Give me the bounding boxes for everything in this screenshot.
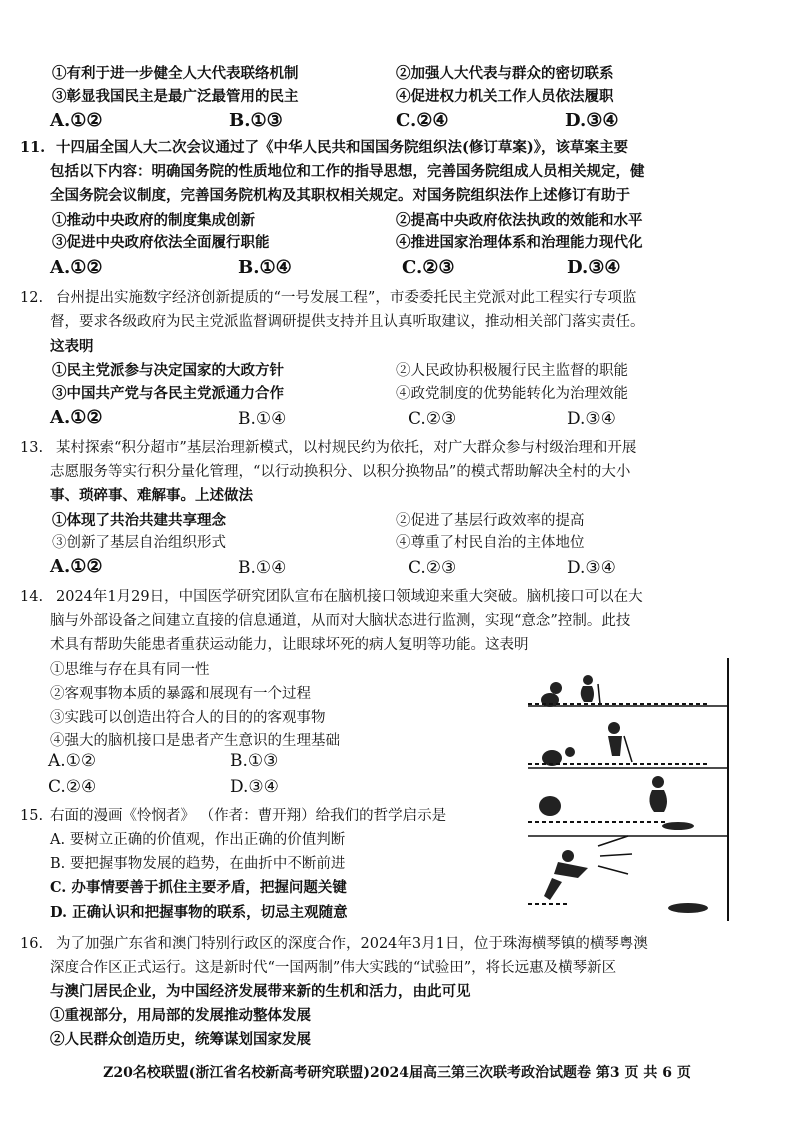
q12-option-1: ①民主党派参与决定国家的大政方针 [52, 362, 284, 379]
q13-option-2: ②促进了基层行政效率的提高 [396, 513, 585, 529]
q14-choice-b: B.①③ [230, 751, 279, 771]
q10-choice-d: D.③④ [565, 110, 619, 131]
q16-option-1: ①重视部分，用局部的发展推动整体发展 [50, 1007, 311, 1024]
q10-choice-a: A.①② [50, 110, 103, 131]
q13-choice-a: A.①② [50, 556, 103, 577]
q16-option-2: ②人民群众创造历史，统筹谋划国家发展 [50, 1031, 311, 1048]
q14-stem-line-2: 脑与外部设备之间建立直接的信息通道，从而对大脑状态进行监测，实现“意念”控制。此技 [50, 613, 631, 629]
q14-option-1: ①思维与存在具有同一性 [50, 662, 210, 678]
q13-option-4: ④尊重了村民自治的主体地位 [396, 535, 585, 551]
q10-option-3: ③彰显我国民主是最广泛最管用的民主 [52, 88, 299, 105]
q14-choice-c: C.②④ [48, 777, 97, 797]
q12-stem-line-2: 督，要求各级政府为民主党派监督调研提供支持并且认真听取建议，推动相关部门落实责任。 [50, 314, 645, 330]
q11-stem-line-3: 全国务院会议制度，完善国务院机构及其职权相关规定。对国务院组织法作上述修订有助于 [50, 187, 630, 204]
q10-option-2: ②加强人大代表与群众的密切联系 [396, 65, 614, 82]
q10-option-4: ④促进权力机关工作人员依法履职 [396, 88, 614, 105]
q12-number: 12. [20, 290, 44, 306]
q11-option-4: ④推进国家治理体系和治理能力现代化 [396, 234, 643, 251]
q16-stem-line-3: 与澳门居民企业，为中国经济发展带来新的生机和活力，由此可见 [50, 983, 471, 1000]
q15-stem: 右面的漫画《怜悯者》 （作者：曹开翔）给我们的哲学启示是 [50, 808, 447, 824]
q11-choice-c: C.②③ [402, 257, 455, 278]
q12-choice-d: D.③④ [567, 409, 616, 429]
q13-choice-d: D.③④ [567, 558, 616, 578]
q12-choice-a: A.①② [50, 407, 103, 428]
q11-option-1: ①推动中央政府的制度集成创新 [52, 212, 255, 229]
q15-option-a: A. 要树立正确的价值观，作出正确的价值判断 [50, 832, 346, 848]
q15-option-d: D. 正确认识和把握事物的联系，切忌主观随意 [50, 904, 348, 921]
q12-stem-line-1: 台州提出实施数字经济创新提质的“一号发展工程”，市委委托民主党派对此工程实行专项监 [56, 290, 637, 306]
q14-option-3: ③实践可以创造出符合人的目的的客观事物 [50, 710, 326, 726]
q14-option-4: ④强大的脑机接口是患者产生意识的生理基础 [50, 733, 340, 749]
q14-number: 14. [20, 589, 44, 605]
q11-choice-d: D.③④ [567, 257, 621, 278]
q11-stem-line-2: 包括以下内容：明确国务院的性质地位和工作的指导思想，完善国务院组成人员相关规定，健 [50, 163, 645, 180]
q15-option-c: C. 办事情要善于抓住主要矛盾，把握问题关键 [50, 879, 347, 896]
q13-option-1: ①体现了共治共建共享理念 [52, 512, 226, 529]
q10-choice-b: B.①③ [229, 110, 283, 131]
q12-choice-c: C.②③ [408, 409, 457, 429]
q15-number: 15. [20, 808, 44, 824]
q14-choice-d: D.③④ [230, 777, 279, 797]
q11-choice-a: A.①② [50, 257, 103, 278]
q10-option-1: ①有利于进一步健全人大代表联络机制 [52, 65, 299, 82]
q15-option-b: B. 要把握事物发展的趋势，在曲折中不断前进 [50, 856, 346, 872]
q13-choice-c: C.②③ [408, 558, 457, 578]
q13-number: 13. [20, 440, 44, 456]
q13-stem-line-3: 事、琐碎事、难解事。上述做法 [50, 487, 253, 504]
q16-number: 16. [20, 936, 44, 952]
q14-choice-a: A.①② [48, 751, 97, 771]
q11-choice-b: B.①④ [238, 257, 292, 278]
page-footer: Z20名校联盟(浙江省名校新高考研究联盟)2024届高三第三次联考政治试题卷 第3 页 共 6 页 [103, 1065, 691, 1081]
q13-option-3: ③创新了基层自治组织形式 [52, 535, 226, 551]
q11-option-3: ③促进中央政府依法全面履行职能 [52, 234, 270, 251]
q12-stem-line-3: 这表明 [50, 338, 94, 355]
cartoon-illustration [528, 656, 730, 921]
q10-choice-c: C.②④ [396, 110, 449, 131]
q14-stem-line-1: 2024年1月29日，中国医学研究团队宣布在脑机接口领域迎来重大突破。脑机接口可以在大 [56, 589, 643, 605]
q16-stem-line-1: 为了加强广东省和澳门特别行政区的深度合作，2024年3月1日，位于珠海横琴镇的横琴粤澳 [56, 936, 648, 952]
q12-option-3: ③中国共产党与各民主党派通力合作 [52, 385, 284, 402]
q12-option-2: ②人民政协积极履行民主监督的职能 [396, 363, 628, 379]
q11-number: 11. [20, 139, 46, 156]
q12-choice-b: B.①④ [238, 409, 287, 429]
q16-stem-line-2: 深度合作区正式运行。这是新时代“一国两制”伟大实践的“试验田”，将长远惠及横琴新区 [50, 960, 617, 976]
q13-stem-line-1: 某村探索“积分超市”基层治理新模式，以村规民约为依托，对广大群众参与村级治理和开展 [56, 440, 637, 456]
q14-stem-line-3: 术具有帮助失能患者重获运动能力，让眼球坏死的病人复明等功能。这表明 [50, 637, 529, 653]
q12-option-4: ④政党制度的优势能转化为治理效能 [396, 386, 628, 402]
q13-choice-b: B.①④ [238, 558, 287, 578]
q11-option-2: ②提高中央政府依法执政的效能和水平 [396, 212, 643, 229]
q11-stem-line-1: 十四届全国人大二次会议通过了《中华人民共和国国务院组织法(修订草案)》，该草案主要 [56, 139, 628, 156]
q13-stem-line-2: 志愿服务等实行积分量化管理，“以行动换积分、以积分换物品”的模式帮助解决全村的大小 [50, 464, 631, 480]
q14-option-2: ②客观事物本质的暴露和展现有一个过程 [50, 686, 311, 702]
